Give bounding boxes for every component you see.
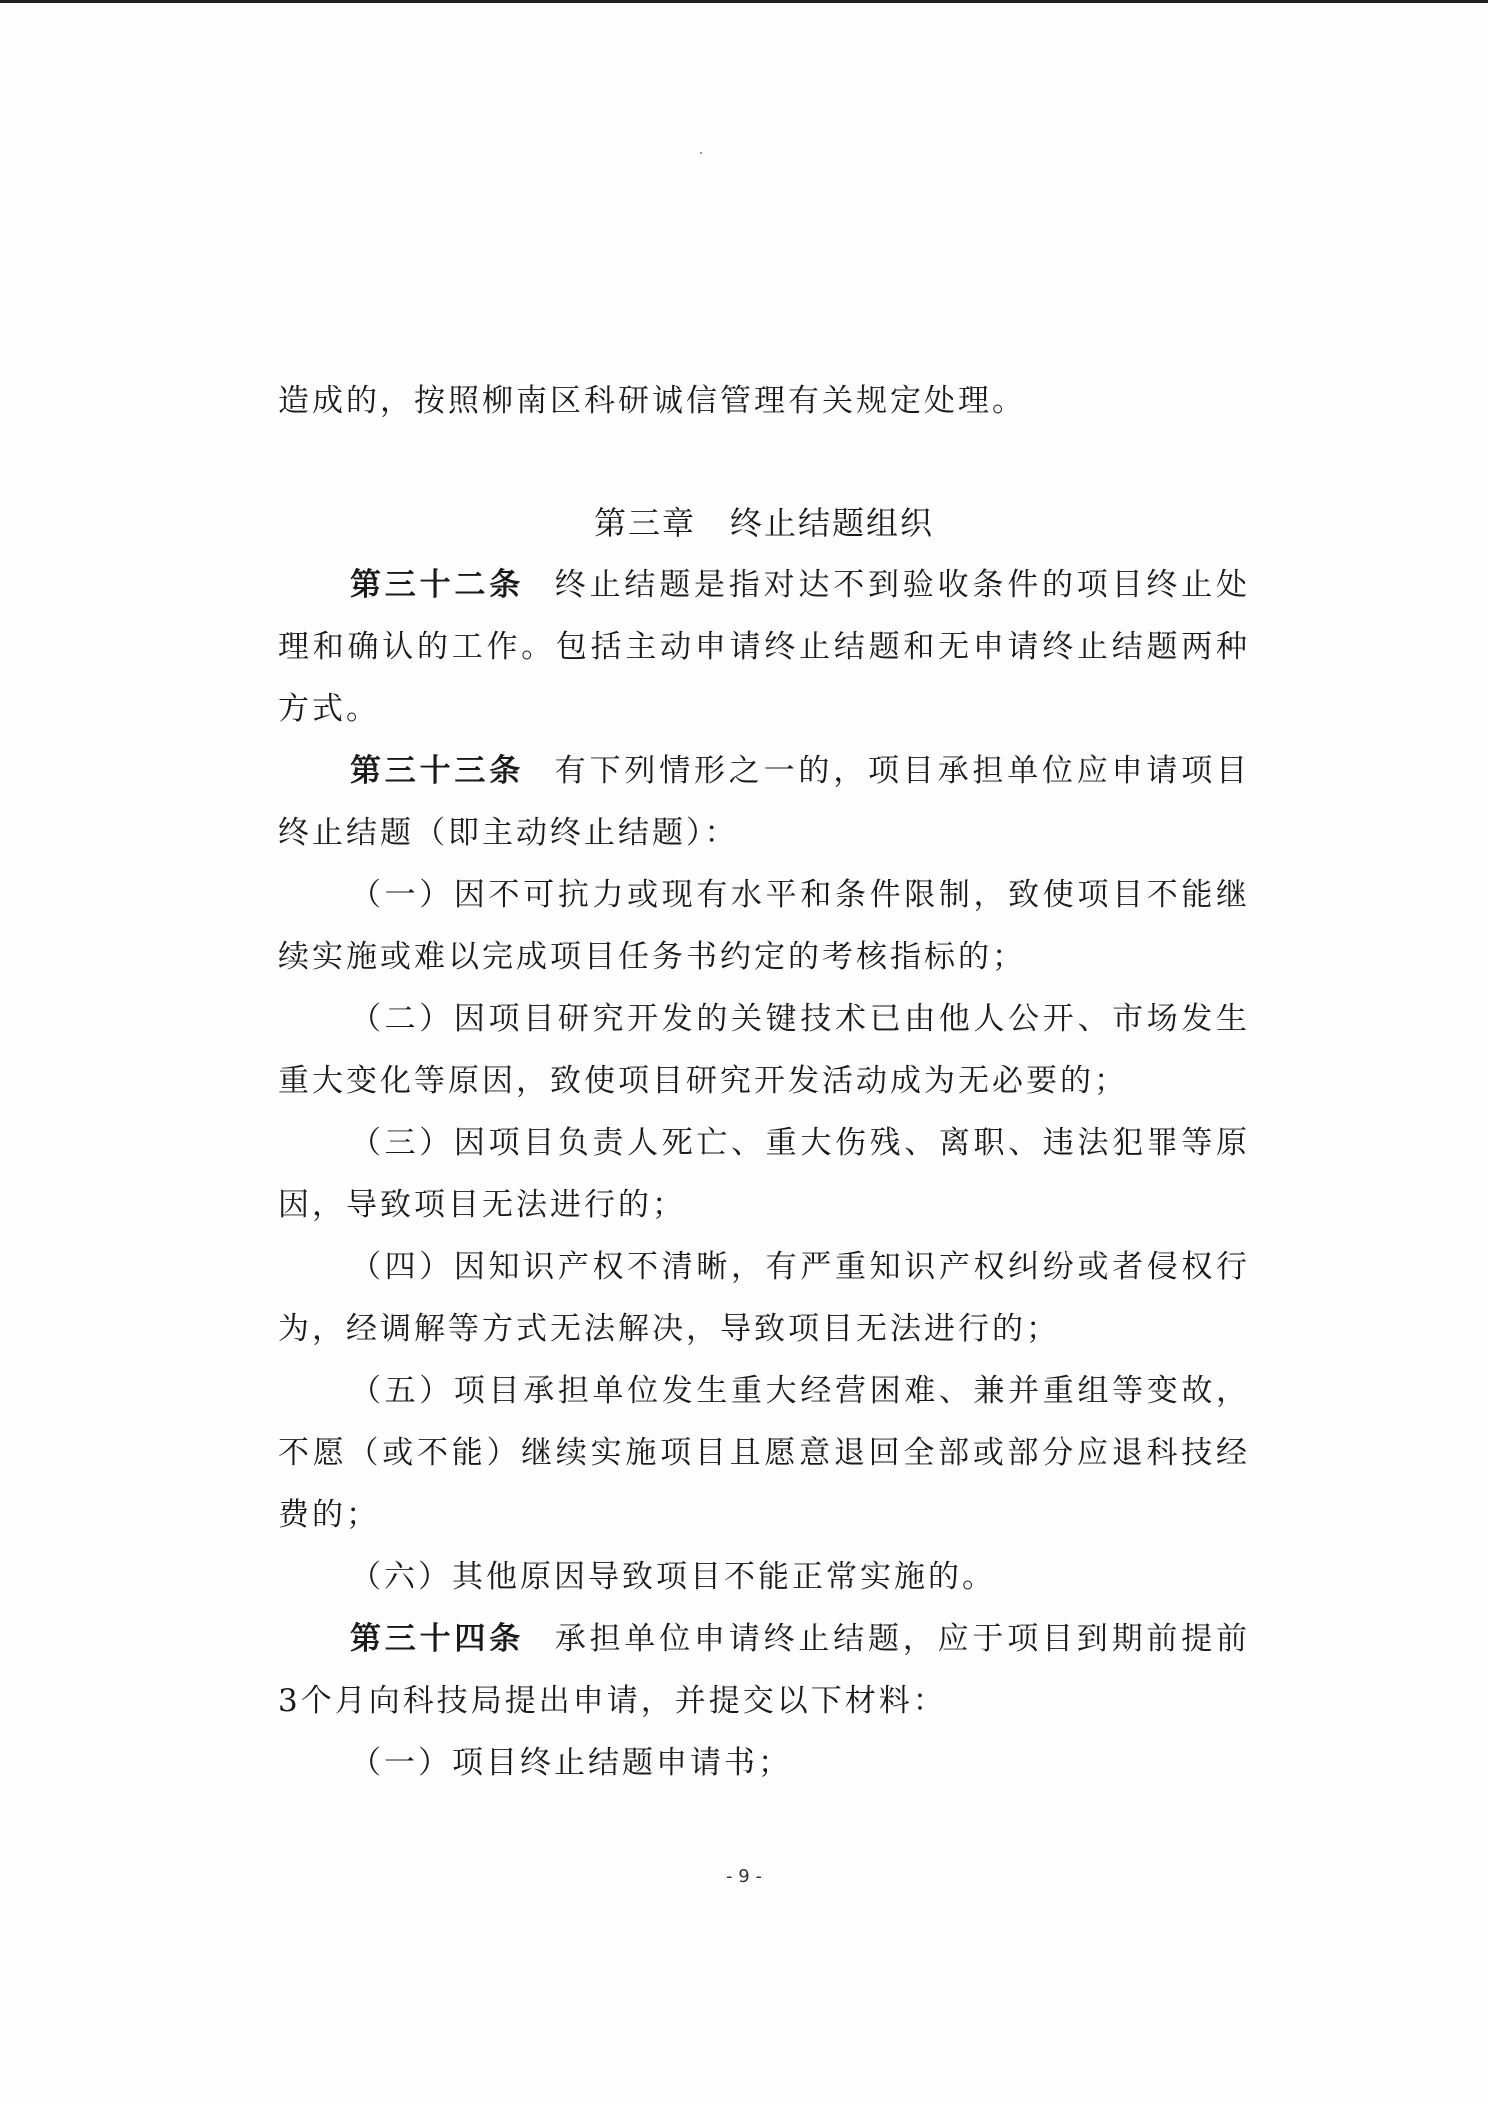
article-33-item-3: （三）因项目负责人死亡、重大伤残、离职、违法犯罪等原因，导致项目无法进行的； <box>278 1125 1250 1223</box>
article-34-label: 第三十四条 <box>350 1621 524 1657</box>
article-33 <box>278 740 1250 864</box>
page-number: - 9 - <box>726 1866 762 1887</box>
article-33-item-1: （一）因不可抗力或现有水平和条件限制，致使项目不能继续实施或难以完成项目任务书约定的考核指标的； <box>278 877 1250 975</box>
article-34-item-1: （一）项目终止结题申请书； <box>350 1745 792 1781</box>
article-34-text: 承担单位申请终止结题，应于项目到期前提前3个月向科技局提出申请，并提交以下材料： <box>278 1621 1250 1719</box>
article-32-label: 第三十二条 <box>350 567 524 603</box>
article-33-text: 有下列情形之一的，项目承担单位应申请项目终止结题（即主动终止结题）： <box>278 753 1250 851</box>
document-body <box>278 370 1250 1794</box>
scan-speck <box>700 152 702 154</box>
article-33-item-6: （六）其他原因导致项目不能正常实施的。 <box>350 1559 996 1595</box>
chapter-heading <box>278 492 1250 554</box>
article-33-item-2: （二）因项目研究开发的关键技术已由他人公开、市场发生重大变化等原因，致使项目研究开发活动成为无必要的； <box>278 1001 1250 1099</box>
article-32 <box>278 554 1250 740</box>
chapter-number: 第三章 <box>593 504 696 542</box>
article-34 <box>278 1608 1250 1732</box>
article-33-label: 第三十三条 <box>350 753 524 789</box>
article-32-text: 终止结题是指对达不到验收条件的项目终止处理和确认的工作。包括主动申请终止结题和无申请终止结题两种方式。 <box>278 567 1250 727</box>
article-33-item-4: （四）因知识产权不清晰，有严重知识产权纠纷或者侵权行为，经调解等方式无法解决，导致项目无法进行的； <box>278 1249 1250 1347</box>
continuation-paragraph: 造成的，按照柳南区科研诚信管理有关规定处理。 <box>278 383 1026 419</box>
scan-top-edge <box>0 0 1488 3</box>
article-33-item-5: （五）项目承担单位发生重大经营困难、兼并重组等变故，不愿（或不能）继续实施项目且愿意退回全部或部分应退科技经费的； <box>278 1373 1250 1533</box>
chapter-title: 终止结题组织 <box>730 504 935 542</box>
